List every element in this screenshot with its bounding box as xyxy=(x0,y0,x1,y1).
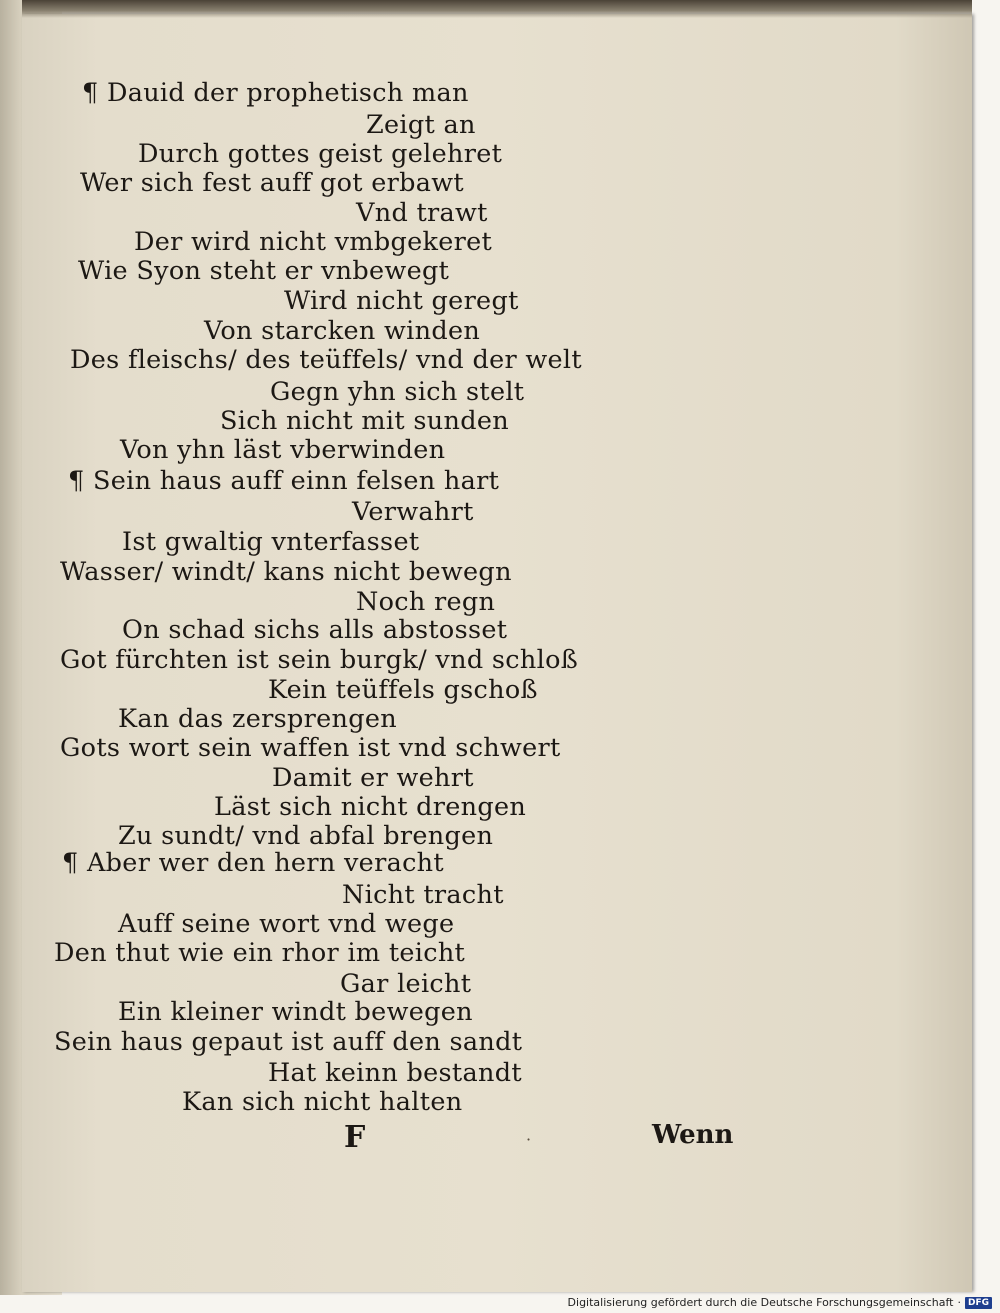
verse-line: Wer sich fest auff got erbawt xyxy=(80,168,464,197)
dfg-logo: DFG xyxy=(965,1297,992,1309)
verse-line: Ein kleiner windt bewegen xyxy=(118,997,473,1026)
verse-line: Kan sich nicht halten xyxy=(182,1087,463,1116)
verse-line: Wasser/ windt/ kans nicht bewegn xyxy=(60,557,512,586)
verse-line: Noch regn xyxy=(356,587,496,616)
verse-line: Zu sundt/ vnd abfal brengen xyxy=(118,821,494,850)
verse-line: Zeigt an xyxy=(366,110,476,139)
verse-line: Sich nicht mit sunden xyxy=(220,406,509,435)
catchword: Wenn xyxy=(652,1120,734,1150)
verse-line: Der wird nicht vmbgekeret xyxy=(134,227,493,256)
verse-line: Gegn yhn sich stelt xyxy=(270,377,525,406)
verse-line: Ist gwaltig vnterfasset xyxy=(122,527,420,556)
verse-line: ¶ Sein haus auff einn felsen hart xyxy=(68,466,500,495)
verse-line: Von starcken winden xyxy=(204,316,481,345)
verse-line: Wie Syon steht er vnbewegt xyxy=(78,256,450,285)
verse-line: Den thut wie ein rhor im teicht xyxy=(54,938,466,967)
page-top-shadow xyxy=(22,0,972,18)
verse-line: Von yhn läst vberwinden xyxy=(120,435,446,464)
verse-line: Sein haus gepaut ist auff den sandt xyxy=(54,1027,523,1056)
ornament-dot: · xyxy=(526,1130,532,1149)
verse-line: ¶ Dauid der prophetisch man xyxy=(82,78,469,107)
verse-line: Hat keinn bestandt xyxy=(268,1058,522,1087)
verse-line: Durch gottes geist gelehret xyxy=(138,139,503,168)
verse-line: Gots wort sein waffen ist vnd schwert xyxy=(60,733,561,762)
verse-line: Vnd trawt xyxy=(356,198,488,227)
signature-mark: F xyxy=(344,1120,366,1155)
verse-line: Damit er wehrt xyxy=(272,763,474,792)
verse-line: Got fürchten ist sein burgk/ vnd schloß xyxy=(60,645,579,674)
verse-line: Kan das zersprengen xyxy=(118,704,397,733)
verse-line: On schad sichs alls abstosset xyxy=(122,615,508,644)
verse-line: Läst sich nicht drengen xyxy=(214,792,527,821)
verse-line: Auff seine wort vnd wege xyxy=(118,909,455,938)
verse-line: ¶ Aber wer den hern veracht xyxy=(62,848,444,877)
verse-line: Wird nicht geregt xyxy=(284,286,519,315)
verse-line: Gar leicht xyxy=(340,969,472,998)
verse-line: Des fleischs/ des teüffels/ vnd der welt xyxy=(70,345,582,374)
verse-line: Verwahrt xyxy=(352,497,474,526)
credit-text: Digitalisierung gefördert durch die Deutsche Forschungsgemeinschaft xyxy=(567,1296,954,1309)
verse-line: Nicht tracht xyxy=(342,880,504,909)
digitization-credit: Digitalisierung gefördert durch die Deutsche Forschungsgemeinschaft · DFG xyxy=(568,1296,992,1309)
verse-line: Kein teüffels gschoß xyxy=(268,675,538,704)
